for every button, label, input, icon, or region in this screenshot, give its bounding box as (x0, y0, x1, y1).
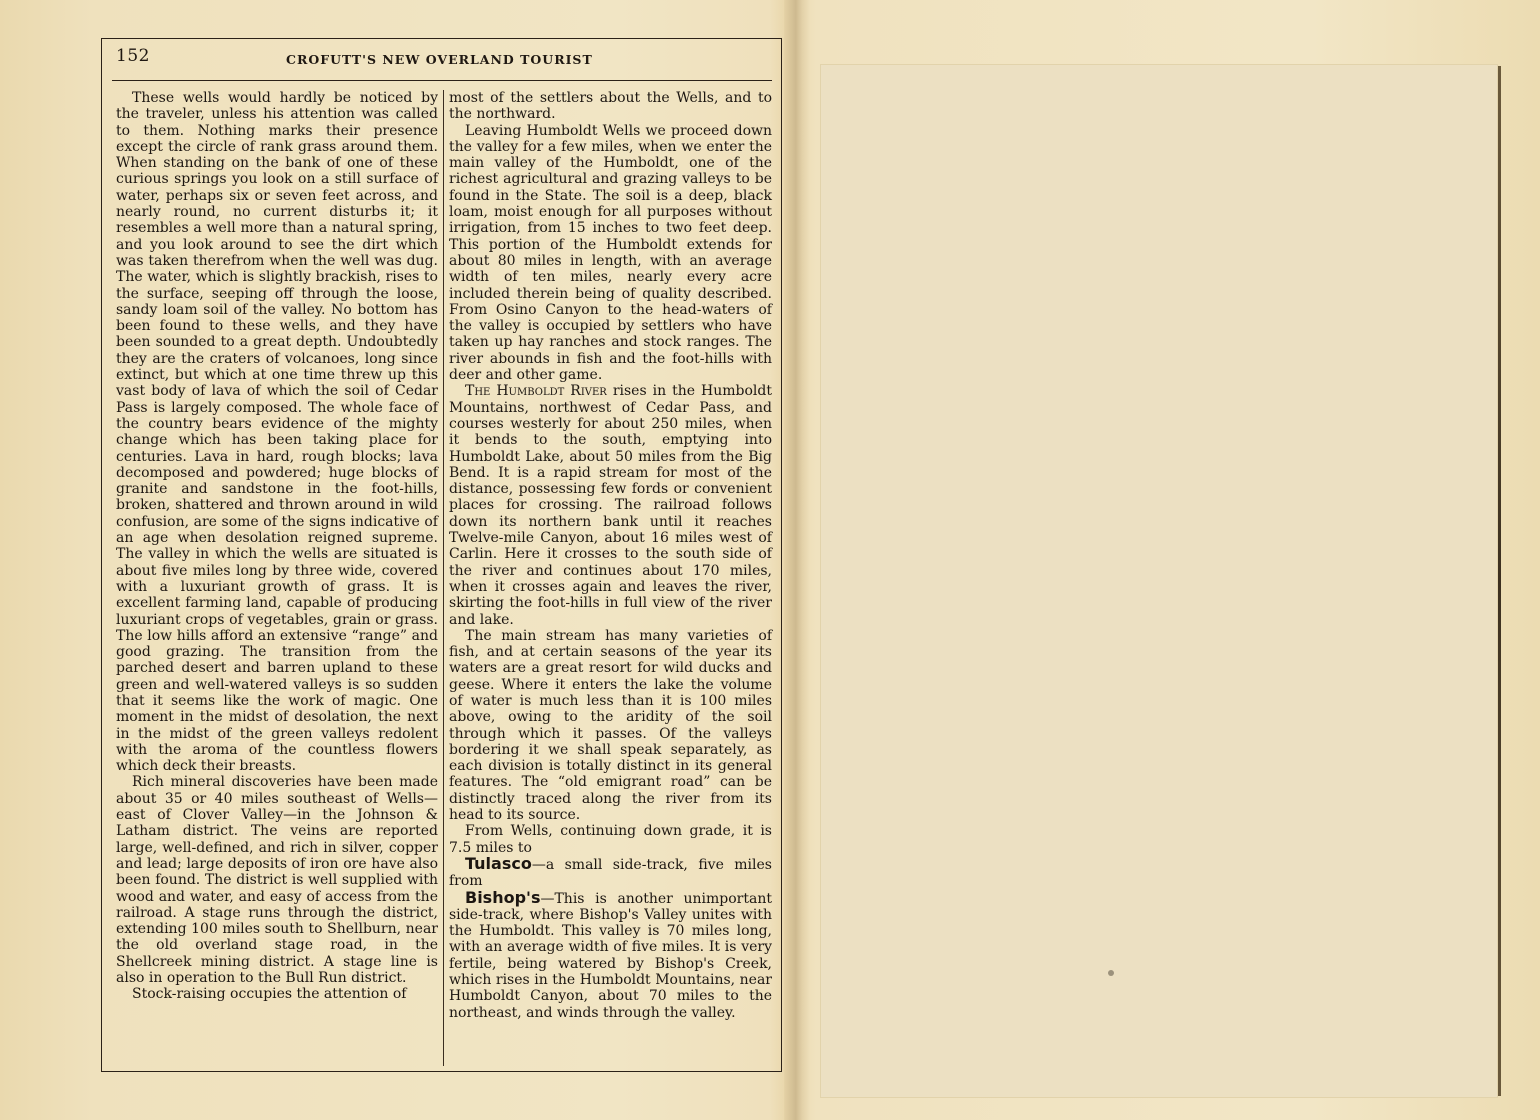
paragraph-tulasco (449, 853, 772, 890)
section-lead-humboldt-river: The Humboldt River (465, 383, 607, 400)
page-edge-mark (1498, 66, 1501, 1096)
page-number: 152 (116, 46, 150, 66)
paragraph-bishops (449, 887, 772, 1021)
blank-facing-page (820, 64, 1498, 1098)
paragraph-settlers: most of the settlers about the Wells, and to the northward. (449, 90, 772, 123)
station-name-tulasco: Tulasco (465, 853, 532, 873)
paragraph-minerals: Rich mineral discoveries have been made about 35 or 40 miles southeast of Wells—east of Clover Valley—in the Johnson & Latham district. The veins are reported large, well-defined, and rich in silver, copper and lead; large deposits of iron ore have also been found. The district is well supplied with wood and water, and easy of access from the railroad. A stage runs through the district, extending 100 miles south to Shellburn, near the old overland stage road, in the Shellcreek mining district. A stage line is also in operation to the Bull Run district. (116, 774, 438, 987)
station-name-bishops: Bishop's (465, 887, 541, 907)
paragraph-stock-raising: Stock-raising occupies the attention of (132, 986, 407, 1003)
right-text-column (449, 90, 772, 1021)
paragraph-from-wells: From Wells, continuing down grade, it is 7.5 miles to (449, 823, 772, 856)
left-text-column (116, 90, 438, 1003)
book-gutter (784, 0, 810, 1120)
header-rule (112, 80, 772, 81)
paper-speck (1108, 970, 1114, 976)
paragraph-humboldt-river (449, 383, 772, 627)
paragraph-wells: These wells would hardly be noticed by the traveler, unless his attention was called to them. Nothing marks their presence except the circle of rank grass around them. When standing on the bank of one of these curious springs you look on a still surface of water, perhaps six or seven feet across, and nearly round, no current disturbs it; it resembles a well more than a natural spring, and you look around to see the dirt which was taken therefrom when the well was dug. The water, which is slightly brackish, rises to the surface, seeping off through the loose, sandy loam soil of the valley. No bottom has been found to these wells, and they have been sounded to a great depth. Undoubtedly they are the craters of volcanoes, long since extinct, but which at one time threw up this vast body of lava of which the soil of Cedar Pass is largely composed. The whole face of the country bears evidence of the mighty change which has been taking place for centuries. Lava in hard, rough blocks; lava decomposed and powdered; huge blocks of granite and sandstone in the foot-hills, broken, shattered and thrown around in wild confusion, are some of the signs indicative of an age when desolation reigned supreme. The valley in which the wells are situated is about five miles long by three wide, covered with a luxuriant growth of grass. It is excellent farming land, capable of producing luxuriant crops of vegetables, grain or grass. The low hills afford an extensive “range” and good grazing. The transition from the parched desert and barren upland to these green and well-watered valleys is so sudden that it seems like the work of magic. One moment in the midst of desolation, the next in the midst of the green valleys redolent with the aroma of the countless flowers which deck their breasts. (116, 90, 438, 775)
page-header (116, 44, 772, 72)
running-head: CROFUTT'S NEW OVERLAND TOURIST (286, 52, 593, 67)
paragraph-leaving-wells: Leaving Humboldt Wells we proceed down the valley for a few miles, when we enter the main valley of the Humboldt, one of the richest agricultural and grazing valleys to be found in the State. The soil is a deep, black loam, moist enough for all purposes without irrigation, from 15 inches to two feet deep. This portion of the Humboldt extends for about 80 miles in length, with an average width of ten miles, nearly every acre included therein being of quality described. From Osino Canyon to the head-waters of the valley is occupied by settlers who have taken up hay ranches and stock ranges. The river abounds in fish and the foot-hills with deer and other game. (449, 122, 772, 384)
column-divider (443, 90, 444, 1066)
paragraph-main-stream: The main stream has many varieties of fish, and at certain seasons of the year its waters are a great resort for wild ducks and geese. Where it enters the lake the volume of water is much less than it is 100 miles above, owing to the aridity of the soil through which it passes. Of the valleys bordering it we shall speak separately, as each division is totally distinct in its general features. The “old emigrant road” can be distinctly traced along the river from its head to its source. (449, 627, 772, 824)
humboldt-river-text: rises in the Humboldt Mountains, northwest of Cedar Pass, and courses westerly for about 250 miles, when it bends to the south, emptying into Humboldt Lake, about 50 miles from the Big Bend. It is a rapid stream for most of the distance, possessing few fords or convenient places for crossing. The railroad follows down its northern bank until it reaches Twelve-mile Canyon, about 16 miles west of Carlin. Here it crosses to the south side of the river and continues about 170 miles, when it crosses again and leaves the river, skirting the foot-hills in full view of the river and lake. (449, 383, 772, 628)
bishops-text: —This is another unimportant side-track, where Bishop's Valley unites with the Humboldt. This valley is 70 miles long, with an average width of five miles. It is very fertile, being watered by Bishop's Creek, which rises in the Humboldt Mountains, near Humboldt Canyon, about 70 miles to the northeast, and winds through the valley. (449, 890, 772, 1021)
tulasco-text: —a small side-track, five miles from (449, 856, 772, 890)
